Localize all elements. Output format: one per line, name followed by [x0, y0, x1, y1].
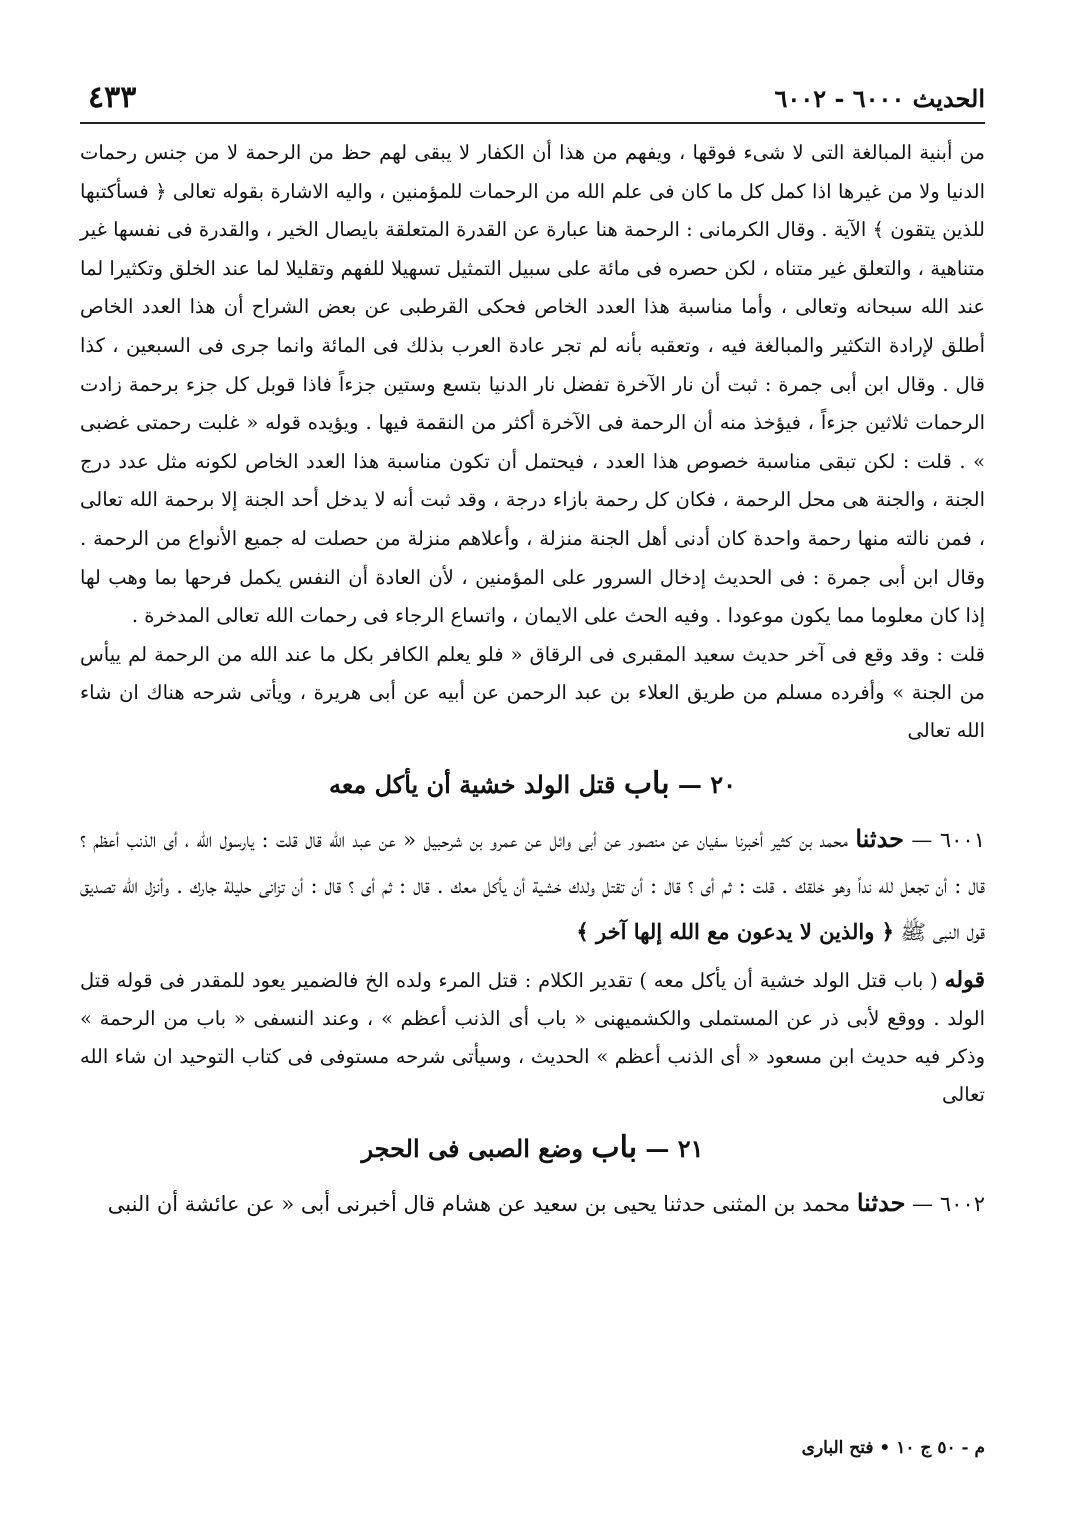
page-number: ٤٣٣ — [88, 80, 137, 115]
haddathana-word: حدثنا — [855, 823, 905, 853]
hadith-text: محمد بن المثنى حدثنا يحيى بن سعيد عن هشام قال أخبرنى أبى « عن عائشة أن النبى — [107, 1191, 851, 1216]
commentary-paragraph-1: من أبنية المبالغة التى لا شىء فوقها ، ويفهم من هذا أن الكفار لا يبقى لهم حظ من الرحمة لا من جنس رحمات الدنيا ولا من غيرها اذا كمل كل ما كان فى علم الله من الرحمات للمؤمنين ، واليه الاشارة بقوله تعالى ﴿ فسأكتبها للذين يتقون ﴾ الآية . وقال الكرمانى : الرحمة هنا عبارة عن القدرة المتعلقة بايصال الخير ، والقدرة فى نفسها غير متناهية ، والتعلق غير متناه ، لكن حصره فى مائة على سبيل التمثيل تسهيلا للفهم وتقليلا لما عند الخلق وتكثيرا لما عند الله سبحانه وتعالى ، وأما مناسبة هذا العدد الخاص فحكى القرطبى عن بعض الشراح أن هذا العدد الخاص أطلق لإرادة التكثير والمبالغة فيه ، وتعقبه بأنه لم تجر عادة العرب بذلك فى المائة وانما جرى فى السبعين ، كذا قال . وقال ابن أبى جمرة : ثبت أن نار الآخرة تفضل نار الدنيا بتسع وستين جزءاً فاذا قوبل كل جزء برحمة زادت الرحمات ثلاثين جزءاً ، فيؤخذ منه أن الرحمة فى الآخرة أكثر من النقمة فيها . ويؤيده قوله « غلبت رحمتى غضبى » . قلت : لكن تبقى مناسبة خصوص هذا العدد ، فيحتمل أن تكون مناسبة هذا العدد الخاص لكونه مثل عدد درج الجنة ، والجنة هى محل الرحمة ، فكان كل رحمة بازاء درجة ، وقد ثبت أنه لا يدخل أحد الجنة إلا برحمة الله تعالى ، فمن نالته منها رحمة واحدة كان أدنى أهل الجنة منزلة ، وأعلاهم منزلة من حصلت له جميع الأنواع من الرحمة . وقال ابن أبى جمرة : فى الحديث إدخال السرور على المؤمنين ، لأن العادة أن النفس يكمل فرحها بما وهب لها إذا كان معلوما مما يكون موعودا . وفيه الحث على الايمان ، واتساع الرجاء فى رحمات الله تعالى المدخرة . — [80, 141, 985, 628]
hadith-number: ٦٠٠١ — [939, 827, 985, 852]
chapter-number: ٢١ — [677, 1133, 704, 1163]
hadith-text: محمد بن كثير أخبرنا سفيان عن منصور عن أبى وائل عن عمرو بن شرحبيل « عن عبد الله قال قلت : يارسول الله ، أى الذنب أعظم ؟ قال : أن تجعل لله نداً وهو خلقك . قلت : ثم أى ؟ قال : أن تقتل ولدك خشية أن يأكل معك . قال : ثم أى ؟ قال : أن تزانى حليلة جارك . وأنزل الله تصديق قول النبى ﷺ — [80, 827, 985, 944]
chapter-heading-21: ٢١ — باب وضع الصبى فى الحجر — [361, 1129, 704, 1165]
running-title: الحديث ٦٠٠٠ - ٦٠٠٢ — [774, 84, 985, 113]
quran-verse: ﴿ والذين لا يدعون مع الله إلها آخر ﴾ — [576, 918, 894, 944]
hadith-number: ٦٠٠٢ — [939, 1191, 985, 1216]
commentary-paragraph-2: قلت : وقد وقع فى آخر حديث سعيد المقبرى فى الرقاق « فلو يعلم الكافر بكل ما عند الله من الرحمة لم ييأس من الجنة » وأفرده مسلم من طريق العلاء بن عبد الرحمن عن أبيه عن أبى هريرة ، ويأتى شرحه هناك ان شاء الله تعالى — [80, 642, 985, 742]
qawluhu-word: قوله — [944, 966, 986, 993]
book-page — [80, 80, 985, 1500]
chapter-title: وضع الصبى فى الحجر — [361, 1133, 583, 1163]
chapter-heading-20: ٢٠ — باب قتل الولد خشية أن يأكل معه — [328, 765, 737, 801]
commentary-6001 — [80, 961, 985, 1114]
hadith-6001: ٦٠٠١ — حدثنا محمد بن كثير أخبرنا سفيان عن منصور عن أبى وائل عن عمرو بن شرحبيل « عن عبد الله قال قلت : يارسول الله ، أى الذنب أعظم ؟ قال : أن تجعل لله نداً وهو خلقك . قلت : ثم أى ؟ قال : أن تقتل ولدك خشية أن يأكل معك . قال : ثم أى ؟ قال : أن تزانى حليلة جارك . وأنزل الله تصديق قول النبى ﷺ ﴿ والذين لا يدعون مع الله إلها آخر ﴾ — [80, 823, 985, 944]
chapter-title: قتل الولد خشية أن يأكل معه — [328, 769, 616, 799]
commentary-text: ( باب قتل الولد خشية أن يأكل معه ) تقدير الكلام : قتل المرء ولده الخ فالضمير يعود للمقدر فى قوله قتل الولد . ووقع لأبى ذر عن المستملى والكشميهنى « باب أى الذنب أعظم » ، وعند النسفى « باب من الرحمة » وذكر فيه حديث ابن مسعود « أى الذنب أعظم » الحديث ، وسيأتى شرحه مستوفى فى كتاب التوحيد ان شاء الله تعالى — [80, 968, 985, 1106]
running-head — [80, 80, 985, 124]
haddathana-word: حدثنا — [856, 1187, 906, 1217]
chapter-bab-word: باب — [623, 765, 670, 801]
chapter-number: ٢٠ — [710, 769, 737, 799]
hadith-6002: ٦٠٠٢ — حدثنا محمد بن المثنى حدثنا يحيى بن سعيد عن هشام قال أخبرنى أبى « عن عائشة أن النبى — [107, 1187, 985, 1217]
footer-signature: م - ٥٠ ج ١٠ • فتح البارى — [801, 1438, 985, 1458]
chapter-bab-word: باب — [591, 1129, 638, 1165]
